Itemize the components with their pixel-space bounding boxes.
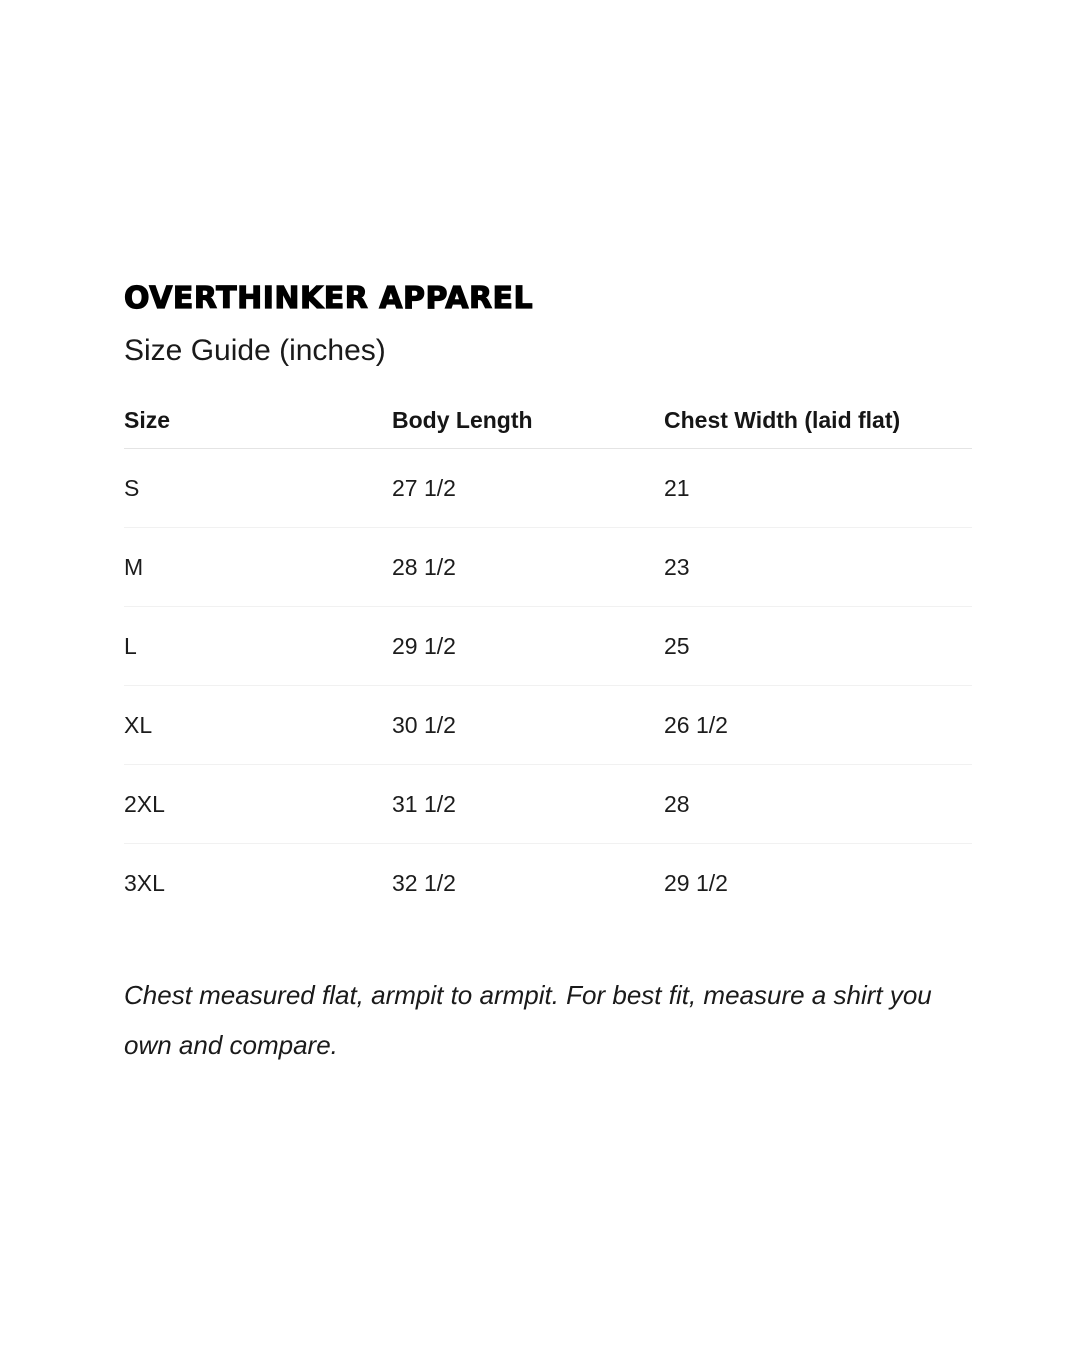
cell-body-length: 31 1/2 [392, 765, 664, 844]
size-guide-card [124, 280, 972, 1070]
column-header-size: Size [124, 392, 392, 449]
fit-note: Chest measured flat, armpit to armpit. For best fit, measure a shirt you own and compare. [124, 980, 932, 1060]
cell-size: S [124, 449, 392, 528]
table-row [124, 765, 972, 844]
cell-chest-width: 23 [664, 528, 972, 607]
cell-body-length: 28 1/2 [392, 528, 664, 607]
cell-body-length: 30 1/2 [392, 686, 664, 765]
cell-chest-width: 21 [664, 449, 972, 528]
cell-chest-width: 26 1/2 [664, 686, 972, 765]
table-header-row [124, 392, 972, 449]
cell-body-length: 29 1/2 [392, 607, 664, 686]
table-row [124, 844, 972, 923]
table-row [124, 686, 972, 765]
cell-size: L [124, 607, 392, 686]
cell-size: 2XL [124, 765, 392, 844]
table-row [124, 528, 972, 607]
size-table [124, 392, 972, 922]
cell-chest-width: 28 [664, 765, 972, 844]
cell-chest-width: 29 1/2 [664, 869, 728, 896]
brand-logo-text: OVERTHINKER APPAREL [124, 281, 534, 316]
column-header-body-length: Body Length [392, 392, 664, 449]
cell-size: 3XL [124, 869, 165, 896]
column-header-chest-width: Chest Width (laid flat) [664, 392, 972, 449]
cell-size: M [124, 528, 392, 607]
cell-body-length: 32 1/2 [392, 869, 456, 896]
cell-body-length: 27 1/2 [392, 449, 664, 528]
table-row [124, 607, 972, 686]
page-title: Size Guide (inches) [124, 334, 386, 367]
cell-size: XL [124, 686, 392, 765]
table-row [124, 449, 972, 528]
cell-chest-width: 25 [664, 607, 972, 686]
